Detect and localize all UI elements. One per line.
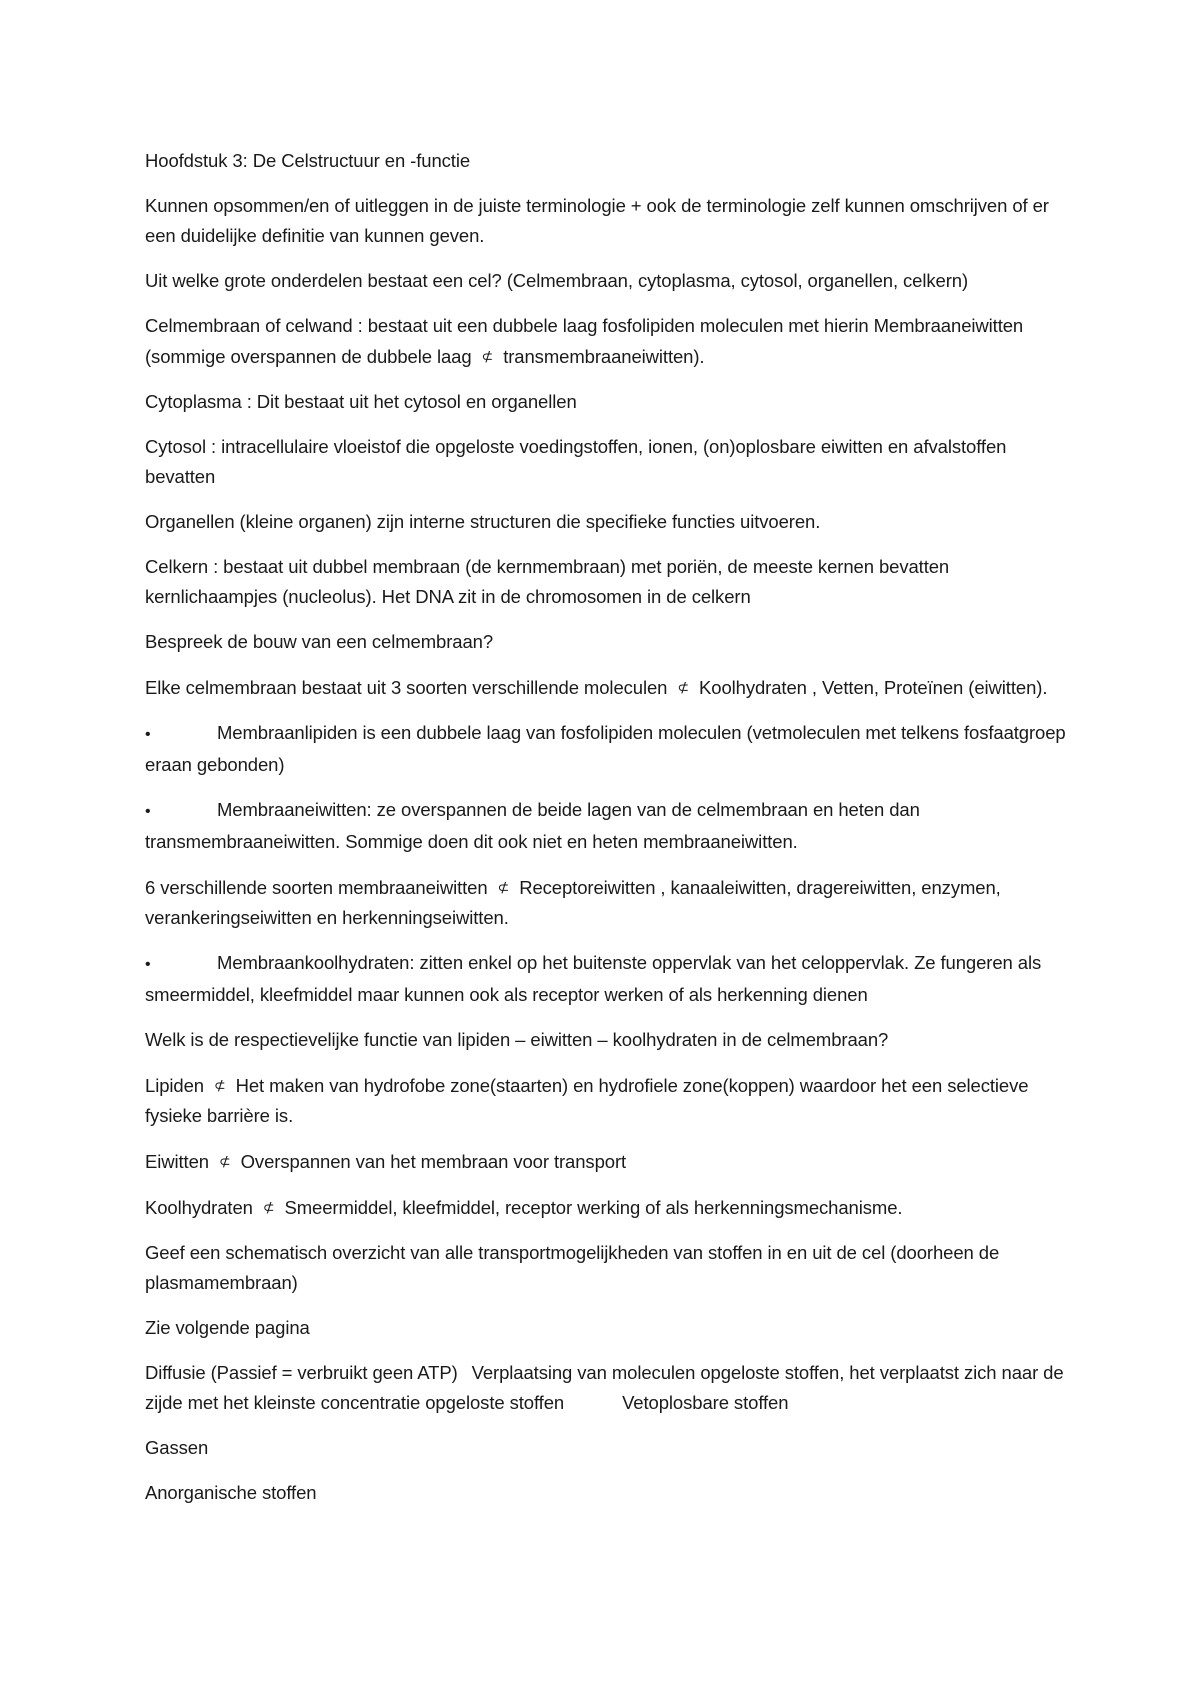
bullet-icon: •	[145, 803, 151, 820]
arrow-icon: ⊄	[218, 1153, 231, 1169]
arrow-icon: ⊄	[213, 1077, 226, 1093]
arrow-icon: ⊄	[677, 679, 690, 695]
protein-types-paragraph: 6 verschillende soorten membraaneiwitten ⊄ Receptoreiwitten , kanaaleiwitten, dragereiwitten, enzymen, verankeringseiwitten en herkenningseiwitten.	[145, 872, 1075, 933]
bullet-icon: •	[145, 956, 151, 973]
arrow-icon: ⊄	[262, 1199, 275, 1215]
see-next-page: Zie volgende pagina	[145, 1317, 310, 1338]
bullet-icon: •	[145, 726, 151, 743]
question-functions: Welk is de respectievelijke functie van lipiden – eiwitten – koolhydraten in de celmembraan?	[145, 1029, 889, 1050]
bullet-proteins: • Membraaneiwitten: ze overspannen de beide lagen van de celmembraan en heten dan transmembraaneiwitten. Sommige doen dit ook niet en heten membraaneiwitten.	[145, 799, 920, 852]
chapter-heading: Hoofdstuk 3: De Celstructuur en -functie	[145, 150, 471, 171]
eiwitten-paragraph: Eiwitten ⊄ Overspannen van het membraan voor transport	[145, 1146, 1075, 1177]
question-cell-parts: Uit welke grote onderdelen bestaat een cel? (Celmembraan, cytoplasma, cytosol, organellen, celkern)	[145, 270, 969, 291]
celkern-paragraph: Celkern : bestaat uit dubbel membraan (de kernmembraan) met poriën, de meeste kernen bevatten kernlichaampjes (nucleolus). Het DNA zit in de chromosomen in de celkern	[145, 556, 950, 607]
diffusie-paragraph: Diffusie (Passief = verbruikt geen ATP) Verplaatsing van moleculen opgeloste stoffen, het verplaatst zich naar de zijde met het kleinste concentratie opgeloste stoffen Vetoplosbare stoffen	[145, 1362, 1064, 1413]
anorganisch-line: Anorganische stoffen	[145, 1482, 317, 1503]
arrow-icon: ⊄	[481, 348, 494, 364]
bullet-carbohydrates: • Membraankoolhydraten: zitten enkel op het buitenste oppervlak van het celoppervlak. Ze fungeren als smeermiddel, kleefmiddel maar kunnen ook als receptor werken of als herkenning dienen	[145, 952, 1042, 1005]
cytoplasma-paragraph: Cytoplasma : Dit bestaat uit het cytosol en organellen	[145, 391, 577, 412]
lipiden-paragraph: Lipiden ⊄ Het maken van hydrofobe zone(staarten) en hydrofiele zone(koppen) waardoor het een selectieve fysieke barrière is.	[145, 1070, 1075, 1131]
cytosol-paragraph: Cytosol : intracellulaire vloeistof die opgeloste voedingstoffen, ionen, (on)oplosbare eiwitten en afvalstoffen bevatten	[145, 436, 1007, 487]
celmembraan-paragraph: Celmembraan of celwand : bestaat uit een dubbele laag fosfolipiden moleculen met hierin Membraaneiwitten (sommige overspannen de dubbele laag ⊄ transmembraaneiwitten).	[145, 311, 1075, 372]
koolhydraten-paragraph: Koolhydraten ⊄ Smeermiddel, kleefmiddel, receptor werking of als herkenningsmechanisme.	[145, 1192, 1075, 1223]
bullet-lipids: • Membraanlipiden is een dubbele laag van fosfolipiden moleculen (vetmoleculen met telkens fosfaatgroep eraan gebonden)	[145, 722, 1066, 775]
intro-paragraph: Kunnen opsommen/en of uitleggen in de juiste terminologie + ook de terminologie zelf kunnen omschrijven of er een duidelijke definitie van kunnen geven.	[145, 195, 1049, 246]
document-page	[145, 146, 1075, 1523]
question-membrane-structure: Bespreek de bouw van een celmembraan?	[145, 631, 494, 652]
gassen-line: Gassen	[145, 1437, 209, 1458]
organellen-paragraph: Organellen (kleine organen) zijn interne structuren die specifieke functies uitvoeren.	[145, 511, 821, 532]
arrow-icon: ⊄	[497, 879, 510, 895]
question-transport: Geef een schematisch overzicht van alle transportmogelijkheden van stoffen in en uit de cel (doorheen de plasmamembraan)	[145, 1242, 1000, 1293]
molecules-paragraph: Elke celmembraan bestaat uit 3 soorten verschillende moleculen ⊄ Koolhydraten , Vetten, Proteïnen (eiwitten).	[145, 672, 1075, 703]
